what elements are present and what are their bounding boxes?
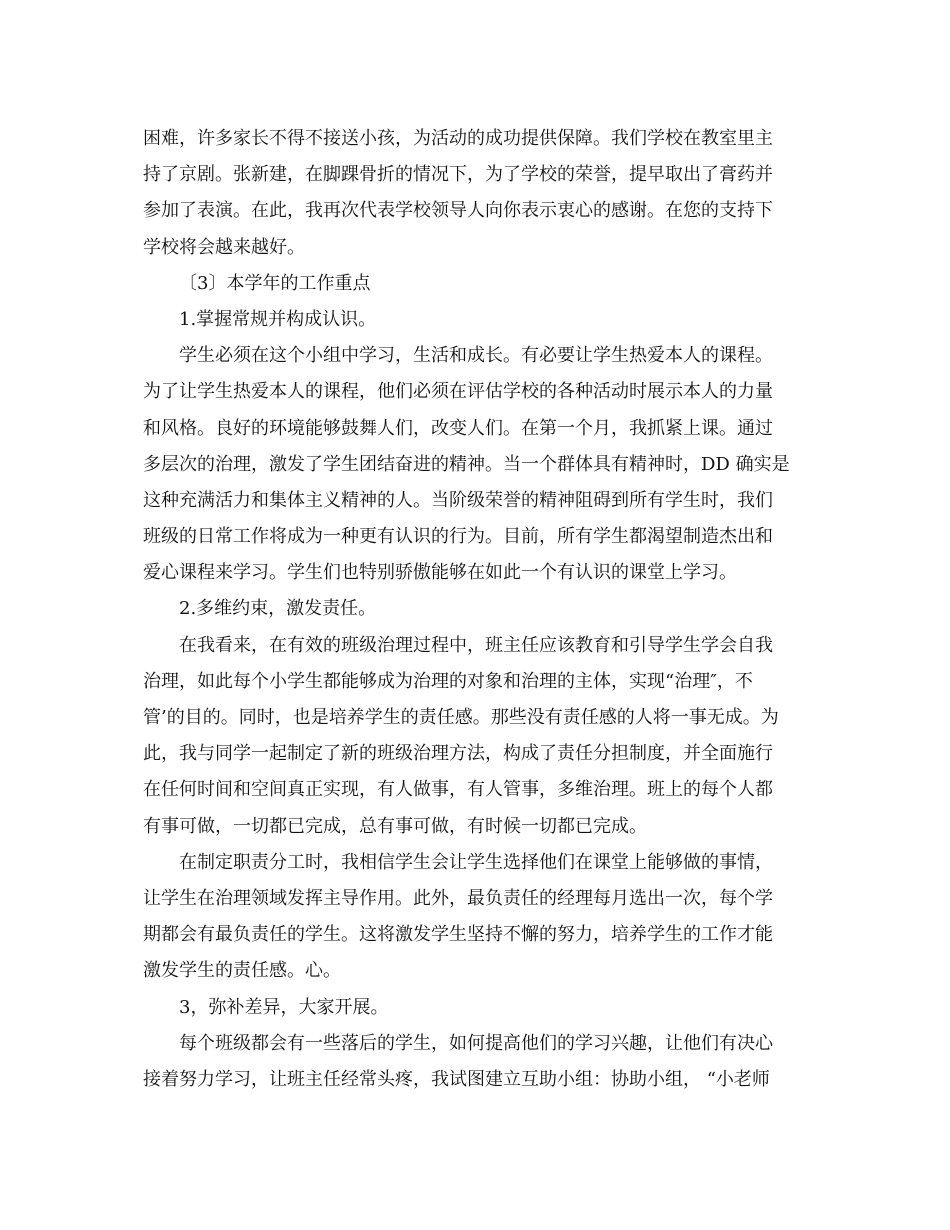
text-line: 接着努力学习，让班主任经常头疼，我试图建立互助小组：协助小组， “小老师 (143, 1068, 770, 1090)
text-line: 为了让学生热爱本人的课程，他们必须在评估学校的各种活动时展示本人的力量 (143, 381, 773, 403)
text-line: 困难，许多家长不得不接送小孩，为活动的成功提供保障。我们学校在教室里主 (143, 128, 773, 149)
text-line: 多层次的治理，激发了学生团结奋进的精神。当一个群体具有精神时，DD 确实是 (143, 453, 790, 475)
text-line: 每个班级都会有一些落后的学生，如何提高他们的学习兴趣，让他们有决心 (179, 1032, 773, 1054)
text-line: 让学生在治理领域发挥主导作用。此外，最负责任的经理每月选出一次，每个学 (143, 887, 773, 909)
text-line: 班级的日常工作将成为一种更有认识的行为。目前，所有学生都渴望制造杰出和 (143, 526, 773, 548)
text-line: 此，我与同学一起制定了新的班级治理方法，构成了责任分担制度，并全面施行 (143, 743, 773, 765)
text-line: 持了京剧。张新建，在脚踝骨折的情况下，为了学校的荣誉，提早取出了膏药并 (143, 164, 773, 186)
section-heading: 〔3〕本学年的工作重点 (179, 272, 371, 294)
document-body (143, 121, 815, 1098)
text-line: 和风格。良好的环境能够鼓舞人们，改变人们。在第一个月，我抓紧上课。通过 (143, 417, 773, 439)
text-line: 管’的目的。同时，也是培养学生的责任感。那些没有责任感的人将一事无成。为 (143, 707, 779, 728)
subheading: 2.多维约束，激发责任。 (179, 598, 377, 620)
text-line: 学生必须在这个小组中学习，生活和成长。有必要让学生热爱本人的课程。 (179, 345, 773, 367)
text-line: 参加了表演。在此，我再次代表学校领导人向你表示衷心的感谢。在您的支持下 (143, 200, 773, 222)
text-line: 在任何时间和空间真正实现，有人做事，有人管事，多维治理。班上的每个人都 (143, 779, 773, 801)
text-line: 在我看来，在有效的班级治理过程中，班主任应该教育和引导学生学会自我 (179, 634, 773, 656)
text-line: 这种充满活力和集体主义精神的人。当阶级荣誉的精神阻碍到所有学生时，我们 (143, 489, 773, 511)
text-line: 治理，如此每个小学生都能够成为治理的对象和治理的主体，实现“治理″，不 (143, 670, 753, 692)
text-line: 在制定职责分工时，我相信学生会让学生选择他们在课堂上能够做的事情， (179, 851, 773, 873)
text-line: 有事可做，一切都已完成，总有事可做，有时候一切都已完成。 (143, 815, 647, 837)
subheading: 3，弥补差异，大家开展。 (179, 996, 389, 1018)
text-line: 期都会有最负责任的学生。这将激发学生坚持不懈的努力，培养学生的工作才能 (143, 924, 773, 946)
text-line: 学校将会越来越好。 (143, 236, 305, 258)
text-line: 激发学生的责任感。心。 (143, 960, 341, 982)
text-line: 爱心课程来学习。学生们也特别骄傲能够在如此一个有认识的课堂上学习。 (143, 562, 737, 584)
subheading: 1.掌握常规并构成认识。 (179, 308, 377, 330)
